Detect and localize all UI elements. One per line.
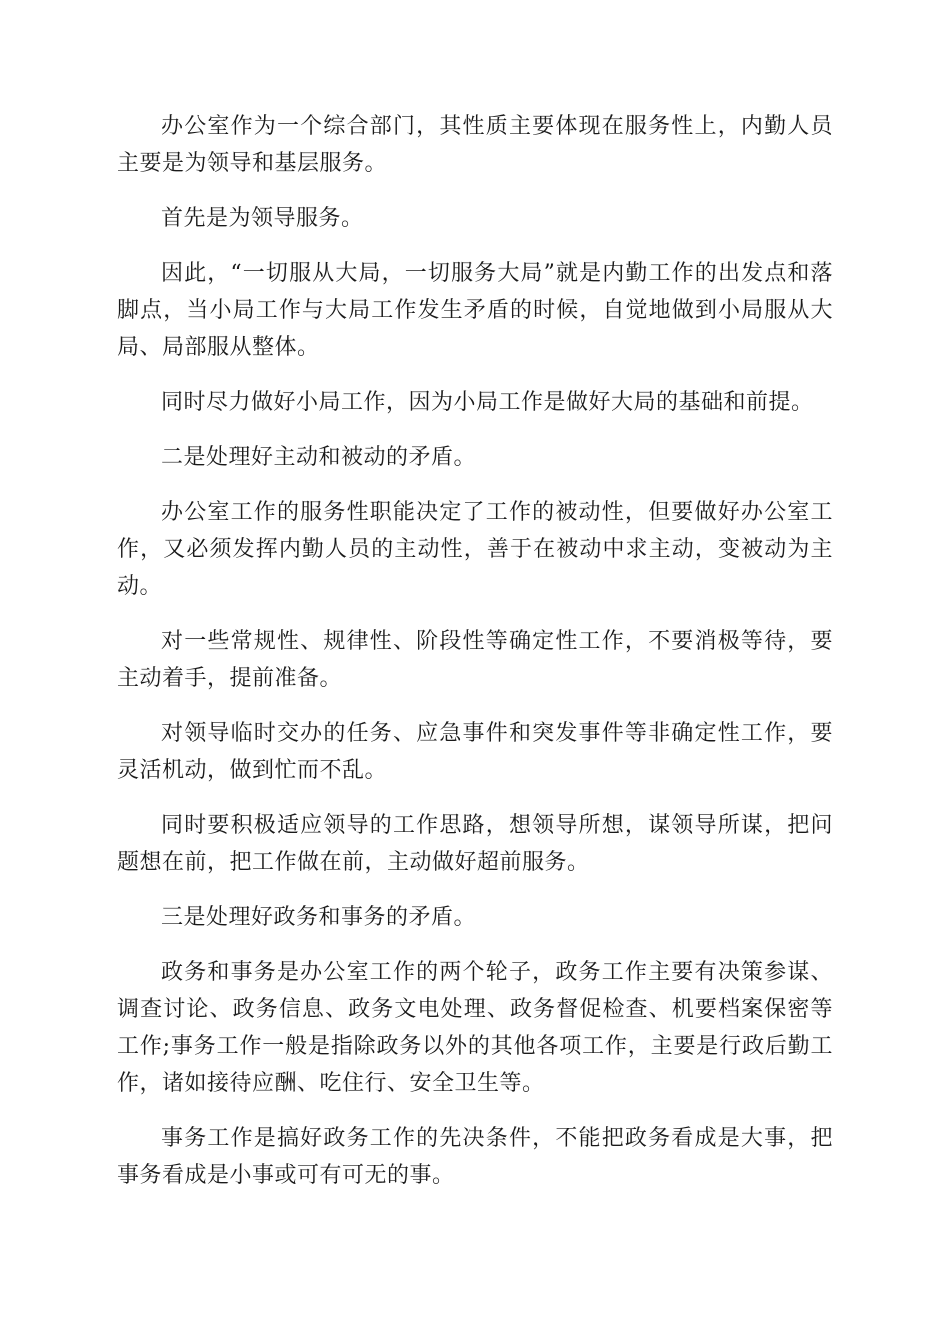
paragraph-9: 同时要积极适应领导的工作思路，想领导所想，谋领导所谋，把问题想在前，把工作做在前，主动做好超前服务。 [117,813,833,875]
paragraph-10: 三是处理好政务和事务的矛盾。 [161,905,477,930]
paragraph-4: 同时尽力做好小局工作，因为小局工作是做好大局的基础和前提。 [161,390,814,415]
paragraph-12: 事务工作是搞好政务工作的先决条件，不能把政务看成是大事，把事务看成是小事或可有可无的事。 [117,1126,833,1188]
paragraph-11: 政务和事务是办公室工作的两个轮子，政务工作主要有决策参谋、调查讨论、政务信息、政务文电处理、政务督促检查、机要档案保密等工作;事务工作一般是指除政务以外的其他各项工作，主要是行政后勤工作，诸如接待应酬、吃住行、安全卫生等。 [117,960,833,1096]
paragraph-7: 对一些常规性、规律性、阶段性等确定性工作，不要消极等待，要主动着手，提前准备。 [117,629,833,691]
document-body [117,108,833,1212]
paragraph-1: 办公室作为一个综合部门，其性质主要体现在服务性上，内勤人员主要是为领导和基层服务。 [117,114,833,176]
paragraph-5: 二是处理好主动和被动的矛盾。 [161,445,477,470]
paragraph-3: 因此，“一切服从大局，一切服务大局”就是内勤工作的出发点和落脚点，当小局工作与大局工作发生矛盾的时候，自觉地做到小局服从大局、局部服从整体。 [117,261,833,360]
paragraph-8: 对领导临时交办的任务、应急事件和突发事件等非确定性工作，要灵活机动，做到忙而不乱。 [117,721,833,783]
paragraph-6: 办公室工作的服务性职能决定了工作的被动性，但要做好办公室工作，又必须发挥内勤人员的主动性，善于在被动中求主动，变被动为主动。 [117,500,833,599]
paragraph-2: 首先是为领导服务。 [161,206,364,231]
